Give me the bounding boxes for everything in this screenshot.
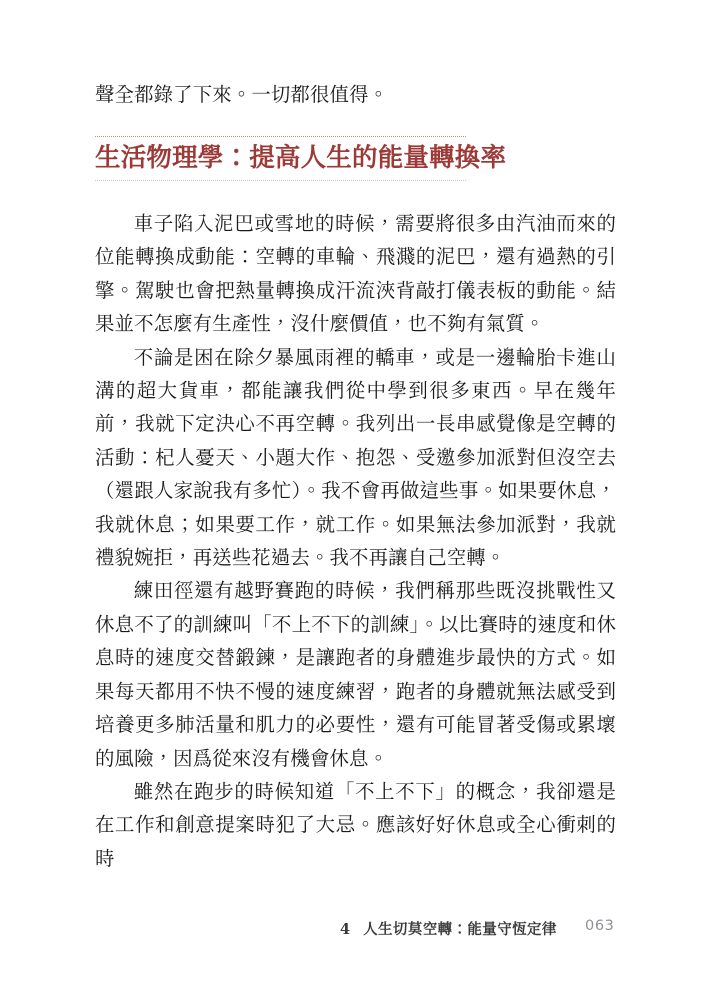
footer-page-number: 063	[585, 918, 615, 934]
paragraph: 練田徑還有越野賽跑的時候，我們稱那些既沒挑戰性又休息不了的訓練叫「不上不下的訓練」。以比賽時的速度和休息時的速度交替鍛鍊，是讓跑者的身體進步最快的方式。如果每天都用不快不慢的速度練習，跑者的身體就無法感受到培養更多肺活量和肌力的必要性，還有可能冒著受傷或累壞的風險，因爲從來沒有機會休息。	[95, 579, 616, 770]
footer-chapter-number: 4	[340, 921, 351, 938]
continuation-line: 聲全都錄了下來。一切都很值得。	[95, 83, 389, 106]
continuation-block	[95, 78, 616, 111]
paragraph: 不論是困在除夕暴風雨裡的轎車，或是一邊輪胎卡進山溝的超大貨車，都能讓我們從中學到很多東西。早在幾年前，我就下定決心不再空轉。我列出一長串感覺像是空轉的活動：杞人憂天、小題大作、抱怨、受邀參加派對但沒空去（還跟人家說我有多忙）。我不會再做這些事。如果要休息，我就休息；如果要工作，就工作。如果無法參加派對，我就禮貌婉拒，再送些花過去。我不再讓自己空轉。	[95, 345, 616, 570]
body-copy	[95, 207, 616, 875]
footer-chapter-title: 人生切莫空轉：能量守恆定律	[363, 921, 557, 938]
footer-chapter-label	[340, 918, 557, 939]
section-heading: 生活物理學：提高人生的能量轉換率	[95, 143, 507, 173]
heading-rule-bottom	[95, 180, 466, 181]
page-footer	[0, 918, 711, 948]
paragraph: 雖然在跑步的時候知道「不上不下」的概念，我卻還是在工作和創意提案時犯了大忌。應該好好休息或全心衝刺的時	[95, 779, 616, 870]
section-heading-block	[95, 136, 507, 181]
paragraph: 車子陷入泥巴或雪地的時候，需要將很多由汽油而來的位能轉換成動能：空轉的車輪、飛濺的泥巴，還有過熱的引擎。駕駛也會把熱量轉換成汗流浹背敲打儀表板的動能。結果並不怎麼有生產性，沒什麼價值，也不夠有氣質。	[95, 212, 616, 336]
